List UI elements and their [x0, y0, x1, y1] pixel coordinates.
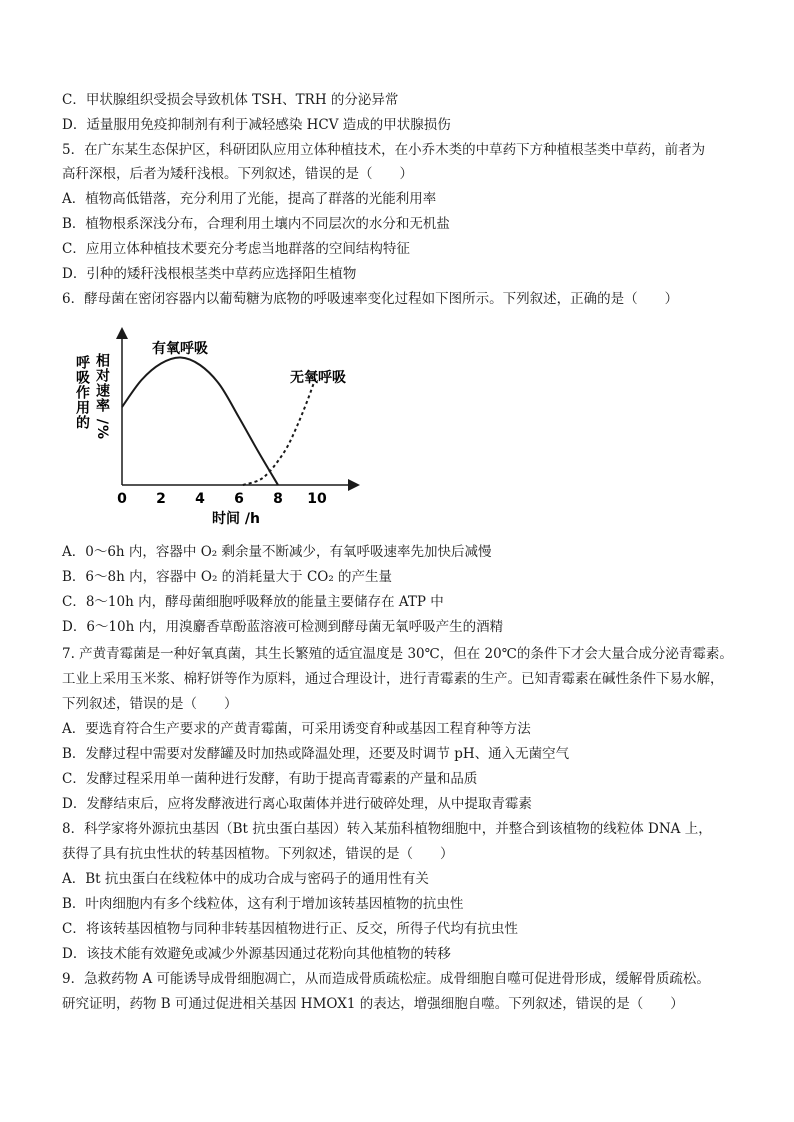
q8-option-d: D．该技术能有效避免或减少外源基因通过花粉向其他植物的转移	[62, 946, 451, 962]
q7-stem-line3: 下列叙述，错误的是（ ）	[62, 696, 238, 712]
q5-option-b: B．植物根系深浅分布，合理利用土壤内不同层次的水分和无机盐	[62, 216, 450, 232]
aerobic-respiration-curve	[122, 357, 278, 485]
respiration-rate-chart	[64, 325, 364, 530]
q6-option-a: A．0～6h 内，容器中 O₂ 剩余量不断减少，有氧呼吸速率先加快后减慢	[62, 544, 492, 560]
q5-stem-line2: 高秆深根，后者为矮秆浅根。下列叙述，错误的是（ ）	[62, 166, 413, 182]
x-tick-label: 6	[234, 491, 244, 507]
q7-stem-line2: 工业上采用玉米浆、棉籽饼等作为原料，通过合理设计，进行青霉素的生产。已知青霉素在碱性条件下易水解，	[62, 671, 724, 687]
q8-option-c: C．将该转基因植物与同种非转基因植物进行正、反交，所得子代均有抗虫性	[62, 921, 518, 937]
q7-stem-line1: 7. 产黄青霉菌是一种好氧真菌，其生长繁殖的适宜温度是 30℃，但在 20℃的条件下才会大量合成分泌青霉素。	[62, 646, 733, 662]
q9-stem-line1: 9．急救药物 A 可能诱导成骨细胞凋亡，从而造成骨质疏松症。成骨细胞自噬可促进骨形成，缓解骨质疏松。	[62, 971, 710, 987]
x-tick-label: 2	[156, 491, 166, 507]
series-label-anaerobic: 无氧呼吸	[290, 370, 346, 386]
q9-stem-line2: 研究证明，药物 B 可通过促进相关基因 HMOX1 的表达，增强细胞自噬。下列叙述，错误的是（ ）	[62, 996, 684, 1012]
q7-option-b: B．发酵过程中需要对发酵罐及时加热或降温处理，还要及时调节 pH、通入无菌空气	[62, 746, 570, 762]
q6-stem: 6．酵母菌在密闭容器内以葡萄糖为底物的呼吸速率变化过程如下图所示。下列叙述，正确的是（ ）	[62, 291, 679, 307]
q4-option-d: D．适量服用免疫抑制剂有利于减轻感染 HCV 造成的甲状腺损伤	[62, 117, 451, 133]
x-tick-label: 10	[307, 491, 327, 507]
q8-stem-line2: 获得了具有抗虫性状的转基因植物。下列叙述，错误的是（ ）	[62, 846, 454, 862]
q8-option-b: B．叶肉细胞内有多个线粒体，这有利于增加该转基因植物的抗虫性	[62, 896, 464, 912]
q6-option-d: D．6～10h 内，用溴麝香草酚蓝溶液可检测到酵母菌无氧呼吸产生的酒精	[62, 619, 504, 635]
q7-option-c: C．发酵过程采用单一菌种进行发酵，有助于提高青霉素的产量和品质	[62, 771, 478, 787]
series-label-aerobic: 有氧呼吸	[152, 341, 208, 357]
q8-option-a: A．Bt 抗虫蛋白在线粒体中的成功合成与密码子的通用性有关	[62, 871, 429, 887]
y-axis-label-line2: 相对速率 /%	[94, 353, 110, 441]
q6-option-c: C．8～10h 内，酵母菌细胞呼吸释放的能量主要储存在 ATP 中	[62, 594, 444, 610]
x-tick-labels	[117, 491, 327, 507]
q4-option-c: C．甲状腺组织受损会导致机体 TSH、TRH 的分泌异常	[62, 92, 399, 108]
q7-option-a: A．要选育符合生产要求的产黄青霉菌，可采用诱变育种或基因工程育种等方法	[62, 721, 531, 737]
q5-option-d: D．引种的矮秆浅根根茎类中草药应选择阳生植物	[62, 266, 357, 282]
q5-stem-line1: 5．在广东某生态保护区，科研团队应用立体种植技术，在小乔木类的中草药下方种植根茎类中草药，前者为	[62, 142, 706, 158]
x-tick-label: 0	[117, 491, 127, 507]
anaerobic-respiration-curve	[243, 374, 317, 485]
x-tick-label: 8	[273, 491, 283, 507]
q6-option-b: B．6～8h 内，容器中 O₂ 的消耗量大于 CO₂ 的产生量	[62, 569, 393, 585]
x-tick-label: 4	[195, 491, 205, 507]
q5-option-c: C．应用立体种植技术要充分考虑当地群落的空间结构特征	[62, 241, 410, 257]
q8-stem-line1: 8．科学家将外源抗虫基因（Bt 抗虫蛋白基因）转入某茄科植物细胞中，并整合到该植物的线粒体 DNA 上，	[62, 821, 712, 837]
x-axis-label: 时间 /h	[212, 511, 260, 527]
series-layer	[122, 357, 317, 485]
q7-option-d: D．发酵结束后，应将发酵液进行离心取菌体并进行破碎处理，从中提取青霉素	[62, 796, 532, 812]
q5-option-a: A．植物高低错落，充分利用了光能，提高了群落的光能利用率	[62, 191, 437, 207]
y-axis-label-line1: 呼吸作用的	[74, 355, 90, 430]
